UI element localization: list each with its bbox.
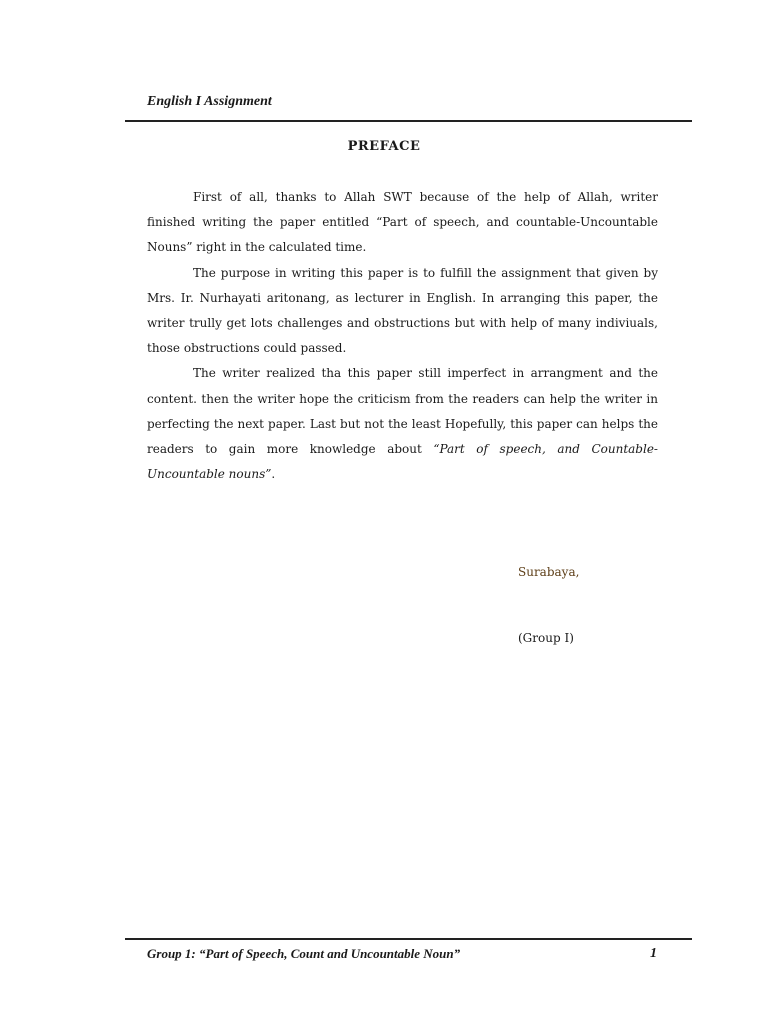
signature-place: Surabaya, <box>518 565 580 579</box>
paragraph-3-end: . <box>271 467 276 482</box>
paragraph-2: The purpose in writing this paper is to fulfill the assignment that given by Mrs. Ir. Nurhayati aritonang, as lecturer in English. In arranging this paper, the writer trully get lots challenges and obstructions but with help of many indiviuals, those obstructions could passed. <box>147 265 658 356</box>
body-text <box>147 185 658 487</box>
header-rule <box>125 120 692 122</box>
footer-rule <box>125 938 692 940</box>
page-title: PREFACE <box>347 139 421 154</box>
paragraph-3 <box>147 361 658 487</box>
page-number: 1 <box>650 946 657 961</box>
signature-group: (Group I) <box>518 631 574 645</box>
footer-text: Group 1: “Part of Speech, Count and Uncountable Noun” <box>147 946 461 961</box>
paragraph-1: First of all, thanks to Allah SWT because of the help of Allah, writer finished writing the paper entitled “Part of speech, and countable-Uncountable Nouns” right in the calculated time. <box>147 190 658 255</box>
header-title: English I Assignment <box>147 94 272 109</box>
paragraph-3-text: The writer realized tha this paper still imperfect in arrangment and the content. then the writer hope the criticism from the readers can help the writer in perfecting the next paper. Last but not the least Hopefully, this paper can helps the readers to gain more knowledge about <box>147 366 658 457</box>
paragraph-3-italic-title: “Part of speech, and Countable-Uncountable nouns” <box>147 442 658 482</box>
